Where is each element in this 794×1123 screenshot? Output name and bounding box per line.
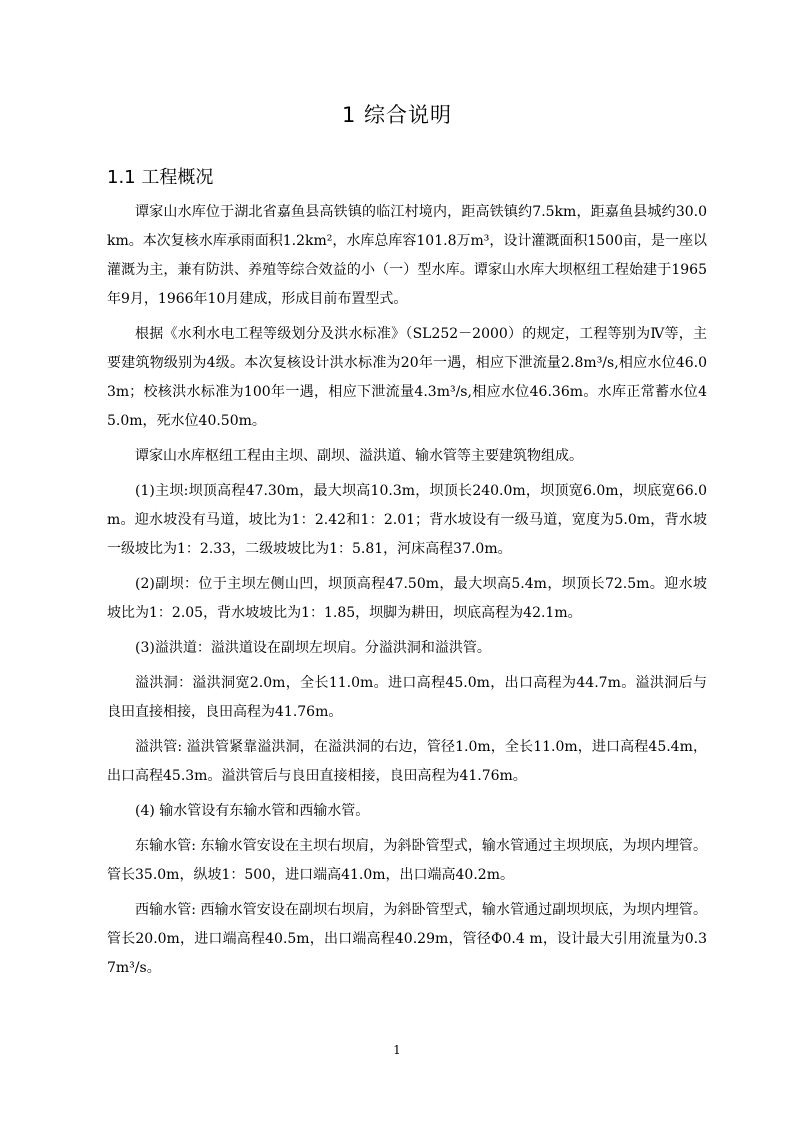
- paragraph-spillway-pipe: 溢洪管: 溢洪管紧靠溢洪洞，在溢洪洞的右边，管径1.0m，全长11.0m，进口高程45.4m，出口高程45.3m。溢洪管后与良田直接相接，良田高程为41.76m。: [107, 739, 707, 784]
- paragraph-water-pipes: (4) 输水管设有东输水管和西输水管。: [135, 803, 370, 819]
- chapter-title: 1 综合说明: [341, 103, 453, 127]
- paragraph-location: 谭家山水库位于湖北省嘉鱼县高铁镇的临江村境内，距高铁镇约7.5km，距嘉鱼县城约30.0km。本次复核水库承雨面积1.2km²，水库总库容101.8万m³，设计灌溉面积1500亩，是一座以灌溉为主，兼有防洪、养殖等综合效益的小（一）型水库。谭家山水库大坝枢纽工程始建于1965年9月，1966年10月建成，形成目前布置型式。: [107, 204, 707, 307]
- paragraph-spillway: (3)溢洪道：溢洪道设在副坝左坝肩。分溢洪洞和溢洪管。: [135, 640, 491, 656]
- paragraph-east-pipe: 东输水管: 东输水管安设在主坝右坝肩，为斜卧管型式，输水管通过主坝坝底，为坝内埋管。管长35.0m，纵坡1：500，进口端高41.0m，出口端高40.2m。: [107, 838, 707, 883]
- paragraph-west-pipe: 西输水管: 西输水管安设在副坝右坝肩，为斜卧管型式，输水管通过副坝坝底，为坝内埋管。管长20.0m，进口端高程40.5m，出口端高程40.29m，管径Φ0.4 m，设计最大引用流量为0.37m³/s。: [107, 902, 707, 976]
- body-text: [107, 198, 707, 989]
- page-number: 1: [393, 1043, 401, 1057]
- paragraph-standards: 根据《水利水电工程等级划分及洪水标准》（SL252－2000）的规定，工程等别为Ⅳ等，主要建筑物级别为4级。本次复核设计洪水标准为20年一遇，相应下泄流量2.8m³/s,相应水位46.03m；校核洪水标准为100年一遇，相应下泄流量4.3m³/s,相应水位46.36m。水库正常蓄水位45.0m，死水位40.50m。: [107, 326, 707, 429]
- paragraph-auxiliary-dam: (2)副坝：位于主坝左侧山凹，坝顶高程47.50m，最大坝高5.4m，坝顶长72.5m。迎水坡坡比为1：2.05，背水坡坡比为1：1.85，坝脚为耕田，坝底高程为42.1m。: [107, 576, 707, 621]
- paragraph-main-dam: (1)主坝:坝顶高程47.30m，最大坝高10.3m，坝顶长240.0m，坝顶宽6.0m，坝底宽66.0m。迎水坡没有马道，坡比为1：2.42和1：2.01；背水坡设有一级马道，宽度为5.0m，背水坡一级坡比为1：2.33，二级坡坡比为1：5.81，河床高程37.0m。: [107, 483, 707, 557]
- section-title: 1.1 工程概况: [107, 167, 214, 188]
- paragraph-spillway-tunnel: 溢洪洞：溢洪洞宽2.0m，全长11.0m。进口高程45.0m，出口高程为44.7m。溢洪洞后与良田直接相接，良田高程为41.76m。: [107, 675, 707, 720]
- paragraph-composition: 谭家山水库枢纽工程由主坝、副坝、溢洪道、输水管等主要建筑物组成。: [135, 448, 583, 464]
